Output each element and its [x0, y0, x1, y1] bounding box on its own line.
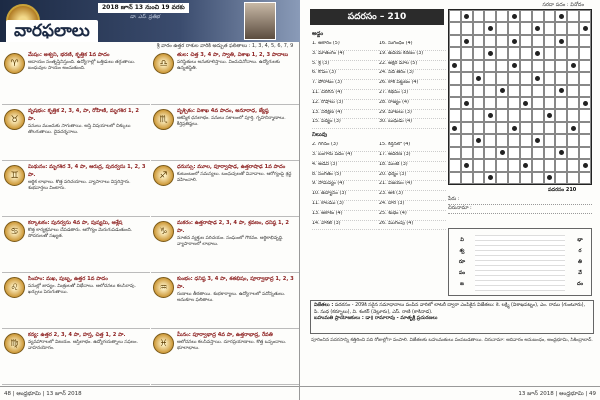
grid-cell	[473, 72, 485, 84]
grid-cell[interactable]	[484, 134, 496, 146]
grid-cell[interactable]	[544, 147, 556, 159]
gemini-icon: ♊	[4, 165, 25, 186]
entry-form	[448, 196, 592, 214]
grid-cell[interactable]	[473, 109, 485, 121]
grid-cell[interactable]	[544, 85, 556, 97]
grid-cell[interactable]	[567, 109, 579, 121]
grid-cell[interactable]	[520, 147, 532, 159]
sign-name: సింహం: మఖ, పుబ్బ, ఉత్తర 1వ పాదం	[28, 276, 108, 282]
grid-cell[interactable]	[496, 47, 508, 59]
virgo-icon: ♍	[4, 333, 25, 354]
clue: 22. అక్షర మాల (5)	[379, 61, 446, 71]
sign-text: పనులు ముందుకు సాగుతాయి. ఆస్తి విషయాలలో చిక్కులు తొలగుతాయి. దైవదర్శనాలు.	[28, 124, 131, 136]
grid-cell[interactable]	[555, 60, 567, 72]
sign-text: ఆకస్మిక ధనలాభం. పనులు సకాలంలో పూర్తి. గృహనిర్మాణాలు. కీర్తిప్రతిష్ఠలు.	[177, 116, 286, 128]
right-page-footer: 13 జూన్ 2018 | ఆంధ్రభూమి | 49	[300, 386, 600, 400]
grid-cell	[496, 85, 508, 97]
grid-cell[interactable]	[473, 85, 485, 97]
solution-right-letters	[571, 235, 589, 290]
scorpio-icon: ♏	[153, 109, 174, 130]
grid-cell[interactable]	[555, 22, 567, 34]
sign-block	[2, 105, 150, 161]
clue: 15. కీర్తనలో (4)	[379, 142, 446, 152]
signs-column-2	[151, 49, 299, 385]
grid-cell	[461, 10, 473, 22]
clue: 13. ఆకాశం (4)	[312, 211, 379, 221]
grid-cell[interactable]	[508, 172, 520, 184]
grid-cell	[496, 147, 508, 159]
down-col-2	[379, 142, 446, 230]
grid-cell[interactable]	[567, 134, 579, 146]
grid-cell[interactable]	[532, 10, 544, 22]
grid-cell[interactable]	[544, 60, 556, 72]
grid-cell[interactable]	[532, 109, 544, 121]
clue: 25. శుభం (4)	[379, 211, 446, 221]
grid-cell	[555, 85, 567, 97]
grid-cell[interactable]	[508, 22, 520, 34]
clue: 29. మాటలు (3)	[379, 110, 446, 120]
grid-cell[interactable]	[508, 72, 520, 84]
sign-block	[2, 273, 150, 329]
grid-cell[interactable]	[579, 10, 591, 22]
grid-cell[interactable]	[567, 47, 579, 59]
grid-cell[interactable]	[579, 147, 591, 159]
grid-cell	[579, 22, 591, 34]
grid-cell[interactable]	[461, 172, 473, 184]
grid-cell	[484, 109, 496, 121]
grid-cell[interactable]	[473, 47, 485, 59]
sign-text: కొత్త కార్యక్రమాలు చేపడతారు. ఆరోగ్యం మెరుగుపడుతుంది. సోదరులతో సఖ్యత.	[28, 228, 133, 240]
grid-cell[interactable]	[461, 134, 473, 146]
letter: పం	[458, 270, 466, 276]
grid-cell	[544, 172, 556, 184]
grid-cell[interactable]	[449, 172, 461, 184]
sign-text: కుటుంబంలో సమస్యలు. బంధువులతో వివాదాలు. ఆరోగ్యంపై శ్రద్ధ వహించాలి.	[177, 172, 292, 184]
grid-cell[interactable]	[449, 22, 461, 34]
grid-cell[interactable]	[555, 109, 567, 121]
sign-name: మేషం: అశ్వని, భరణి, కృత్తిక 1వ పాదం	[28, 52, 110, 58]
grid-cell[interactable]	[484, 60, 496, 72]
across-col-2	[379, 41, 446, 129]
clue: 30. బుధుడు (4)	[379, 119, 446, 129]
grid-cell[interactable]	[544, 159, 556, 171]
clue: 8. సంగీతం (5)	[312, 172, 379, 182]
grid-cell[interactable]	[461, 72, 473, 84]
crossword-grid[interactable]	[448, 9, 592, 185]
letter: జ	[460, 281, 464, 287]
grid-cell[interactable]	[508, 47, 520, 59]
date-range: 2018 జూన్ 13 నుంచి 19 వరకు	[98, 3, 189, 13]
grid-cell[interactable]	[579, 109, 591, 121]
grid-cell[interactable]	[473, 10, 485, 22]
grid-cell[interactable]	[520, 85, 532, 97]
clue: 12. రోషాలు (3)	[312, 100, 379, 110]
letter: రూ	[458, 259, 466, 265]
grid-cell[interactable]	[496, 72, 508, 84]
grid-cell[interactable]	[496, 159, 508, 171]
author-photo	[244, 2, 276, 40]
grid-cell[interactable]	[508, 134, 520, 146]
down-col-1	[312, 142, 379, 230]
grid-cell[interactable]	[496, 22, 508, 34]
clue: 23. ఆశ (3)	[379, 191, 446, 201]
grid-cell	[484, 22, 496, 34]
clue: 10. ఉద్యానం (3)	[312, 191, 379, 201]
grid-cell[interactable]	[449, 147, 461, 159]
sign-name: వృషభం: కృత్తిక 2, 3, 4, పా, రోహిణి, మృగశిర 1, 2 పా.	[28, 108, 139, 122]
clue: 17. ఆదరణ (3)	[379, 152, 446, 162]
clue: 26. ముగింపు (4)	[379, 221, 446, 231]
grid-cell[interactable]	[532, 172, 544, 184]
letter: దం	[576, 281, 584, 287]
grid-cell[interactable]	[508, 109, 520, 121]
grid-cell[interactable]	[579, 172, 591, 184]
grid-cell[interactable]	[484, 122, 496, 134]
clue: 19. ఉదయ కిరణం (3)	[379, 51, 446, 61]
grid-cell[interactable]	[449, 10, 461, 22]
letter: శ్వ	[459, 248, 465, 254]
grid-cell[interactable]	[473, 147, 485, 159]
grid-cell	[461, 35, 473, 47]
crossword-clues	[312, 28, 446, 230]
grid-cell[interactable]	[567, 22, 579, 34]
sign-text: ఆర్థిక లాభాలు. కొత్త పరిచయాలు. వ్యాపారాలు విస్తరిస్తారు. శుభవార్తలు వింటారు.	[28, 180, 131, 192]
grid-cell[interactable]	[544, 10, 556, 22]
grid-cell[interactable]	[544, 72, 556, 84]
grid-cell[interactable]	[461, 147, 473, 159]
sign-block	[151, 329, 299, 385]
sign-block	[151, 217, 299, 273]
clue: 3. మాతంగం (4)	[312, 51, 379, 61]
grid-cell[interactable]	[520, 60, 532, 72]
clue: 24. నదీ తీరం (3)	[379, 70, 446, 80]
clue: 21. విజయం (4)	[379, 181, 446, 191]
grid-cell[interactable]	[532, 97, 544, 109]
grid-cell[interactable]	[520, 109, 532, 121]
winners-text: పదరసం - 209కి సరైన సమాధానాలు పంపిన వారిలో లాటరీ ద్వారా ఎంపికైన విజేతలు: కె. లక్ష్మి (విశాఖపట్నం), ఎం. రాము (గుంటూరు), పి. సుధ (కర్నూలు), వి. శంకర్ (నెల్లూరు), ఎస్. రాణి (కాకినాడ).	[314, 303, 586, 315]
grid-cell[interactable]	[449, 109, 461, 121]
grid-cell[interactable]	[484, 147, 496, 159]
grid-cell	[484, 172, 496, 184]
pisces-icon: ♓	[153, 333, 174, 354]
grid-cell[interactable]	[579, 122, 591, 134]
grid-cell[interactable]	[567, 10, 579, 22]
grid-cell[interactable]	[544, 35, 556, 47]
grid-cell[interactable]	[555, 159, 567, 171]
grid-cell[interactable]	[579, 60, 591, 72]
clue: 2. గగనం (3)	[312, 142, 379, 152]
grid-cell	[555, 35, 567, 47]
grid-cell[interactable]	[473, 60, 485, 72]
grid-cell[interactable]	[567, 85, 579, 97]
clue: 9. సామీప్యం (4)	[312, 181, 379, 191]
sign-block	[2, 329, 150, 385]
winners-label: విజేతలు :	[314, 303, 334, 308]
capricorn-icon: ♑	[153, 221, 174, 242]
grid-cell[interactable]	[544, 97, 556, 109]
grid-cell[interactable]	[555, 47, 567, 59]
grid-cell	[532, 72, 544, 84]
grid-cell[interactable]	[484, 97, 496, 109]
grid-cell[interactable]	[449, 47, 461, 59]
sign-name: వృశ్చికం: విశాఖ 4వ పాదం, అనూరాధ, జ్యేష్ఠ	[177, 108, 269, 114]
sign-text: నూతన వ్యక్తుల పరిచయం. సంఘంలో గౌరవం. ఆర్థికాభివృద్ధి. వ్యాపారాలలో లాభాలు.	[177, 236, 284, 248]
sign-text: ఆలోచనలు కలసివస్తాయి. దూరప్రయాణాలు. కొత్త ఒప్పందాలు. భూలాభాలు.	[177, 340, 287, 352]
sign-text: వ్యవహారాలలో విజయం. ఆస్తిలాభం. ఉద్యోగయత్నాలు సఫలం. వాహనయోగం.	[28, 340, 138, 352]
lucky-numbers-note: శ్రీ వారం ఉత్తర రాశుల వారికి అద్భుత ఫలితాలు : 1, 3, 4, 5, 6, 7, 9	[156, 43, 294, 49]
grid-cell[interactable]	[544, 122, 556, 134]
grid-cell	[544, 109, 556, 121]
grid-cell[interactable]	[461, 109, 473, 121]
form-name-line[interactable]: పేరు :	[448, 196, 592, 205]
clue: 13. నిరీక్షణ (4)	[312, 110, 379, 120]
clue: 7. పోరాటం (3)	[312, 80, 379, 90]
crossword-title: పదరసం – 210	[310, 9, 444, 25]
clue: 16. సుగంధం (4)	[379, 41, 446, 51]
grid-cell[interactable]	[544, 134, 556, 146]
grid-cell[interactable]	[496, 60, 508, 72]
grid-cell[interactable]	[449, 35, 461, 47]
clue: 14. వాకిలి (3)	[312, 221, 379, 231]
sign-text: రుణాలు తీరతాయి. శుభకార్యాలు. ఉద్యోగాలలో పదోన్నతులు. అనుకూల ఫలితాలు.	[177, 292, 286, 304]
cancer-icon: ♋	[4, 221, 25, 242]
grid-cell[interactable]	[555, 97, 567, 109]
sign-text: పనుల్లో జాప్యం. మిత్రులతో విభేదాలు. ఆలోచనలు కలసిరావు. ఖర్చులు పెరుగుతాయి.	[28, 284, 136, 296]
grid-cell[interactable]	[449, 85, 461, 97]
libra-icon: ♎	[153, 53, 174, 74]
grid-cell[interactable]	[555, 72, 567, 84]
grid-cell[interactable]	[579, 72, 591, 84]
grid-cell[interactable]	[473, 122, 485, 134]
grid-cell[interactable]	[532, 159, 544, 171]
grid-cell[interactable]	[520, 72, 532, 84]
letter: ర	[578, 248, 582, 254]
grid-cell[interactable]	[496, 122, 508, 134]
sign-name: మకరం: ఉత్తరాషాఢ 2, 3, 4 పా, శ్రవణం, ధనిష్ఠ 1, 2 పా.	[177, 220, 290, 234]
grid-cell[interactable]	[532, 35, 544, 47]
grid-cell[interactable]	[473, 159, 485, 171]
grid-cell[interactable]	[496, 10, 508, 22]
page-title: వారఫలాలు	[6, 20, 98, 42]
solution-left-letters	[453, 235, 471, 290]
grid-cell[interactable]	[496, 35, 508, 47]
grid-cell[interactable]	[579, 134, 591, 146]
aries-icon: ♈	[4, 53, 25, 74]
sign-block	[151, 105, 299, 161]
signs-column-1	[2, 49, 150, 385]
grid-cell[interactable]	[496, 97, 508, 109]
grid-cell[interactable]	[520, 22, 532, 34]
author-name: డా. ఎస్. ప్రతిభ	[130, 14, 160, 20]
grid-cell	[473, 134, 485, 146]
clue: 28. రాజ్యం (4)	[379, 100, 446, 110]
grid-cell	[508, 35, 520, 47]
grid-cell[interactable]	[532, 85, 544, 97]
sign-name: కన్య: ఉత్తర 2, 3, 4 పా, హస్త, చిత్త 1, 2 పా.	[28, 332, 126, 338]
grid-cell[interactable]	[579, 47, 591, 59]
grid-cell[interactable]	[567, 35, 579, 47]
grid-cell[interactable]	[532, 60, 544, 72]
grid-cell[interactable]	[555, 134, 567, 146]
grid-cell[interactable]	[579, 85, 591, 97]
across-heading: అడ్డం	[312, 31, 324, 37]
grid-cell	[532, 22, 544, 34]
grid-cell[interactable]	[567, 159, 579, 171]
grid-cell	[579, 159, 591, 171]
grid-cell[interactable]	[461, 122, 473, 134]
grid-cell[interactable]	[484, 159, 496, 171]
grid-cell[interactable]	[461, 47, 473, 59]
clue: 15. పద్యం (3)	[312, 119, 379, 129]
sign-name: తుల: చిత్త 3, 4 పా, స్వాతి, విశాఖ 1, 2, 3 పాదాలు	[177, 52, 289, 58]
clue: 5. శ్రీ (3)	[312, 61, 379, 71]
grid-cell[interactable]	[520, 122, 532, 134]
sagittarius-icon: ♐	[153, 165, 174, 186]
grid-cell[interactable]	[484, 10, 496, 22]
sign-block	[2, 217, 150, 273]
grid-cell[interactable]	[449, 72, 461, 84]
aquarius-icon: ♒	[153, 277, 174, 298]
sign-block	[2, 49, 150, 105]
clue: 27. కథనం (3)	[379, 90, 446, 100]
grid-cell[interactable]	[484, 35, 496, 47]
sign-name: కర్కాటకం: పునర్వసు 4వ పా, పుష్యమి, ఆశ్లేష	[28, 220, 123, 226]
letter: భా	[577, 237, 583, 243]
grid-cell[interactable]	[508, 147, 520, 159]
grid-cell	[579, 97, 591, 109]
grid-cell	[508, 10, 520, 22]
clue: 1. అకారం (5)	[312, 41, 379, 51]
clue: 6. కోపం (3)	[312, 70, 379, 80]
grid-cell	[508, 122, 520, 134]
sign-name: మీనం: పూర్వాభాద్ర 4వ పా, ఉత్తరాభాద్ర, రేవతి	[177, 332, 273, 338]
grid-cell[interactable]	[567, 172, 579, 184]
section-label: సరదా పదం : వినోదం	[542, 2, 584, 8]
grid-cell[interactable]	[532, 122, 544, 134]
grid-cell	[567, 122, 579, 134]
grid-cell[interactable]	[520, 10, 532, 22]
grid-cell	[508, 60, 520, 72]
down-heading: నిలువు	[312, 132, 328, 139]
clue: 11. కాలము (3)	[312, 201, 379, 211]
grid-cell	[520, 97, 532, 109]
clue: 3. బంగారు పదం (4)	[312, 152, 379, 162]
grid-cell[interactable]	[508, 97, 520, 109]
left-page-footer: 48 | ఆంధ్రభూమి | 13 జూన్ 2018	[0, 386, 300, 400]
clue: 18. మంటి (3)	[379, 162, 446, 172]
grid-cell	[449, 60, 461, 72]
form-address-line[interactable]: చిరునామా :	[448, 205, 592, 214]
grid-cell[interactable]	[461, 22, 473, 34]
grid-cell	[461, 159, 473, 171]
grid-cell[interactable]	[520, 134, 532, 146]
grid-cell[interactable]	[473, 172, 485, 184]
grid-cell[interactable]	[484, 72, 496, 84]
grid-cell[interactable]	[461, 85, 473, 97]
grid-cell[interactable]	[449, 159, 461, 171]
letter: వి	[460, 237, 464, 243]
grid-cell[interactable]	[555, 172, 567, 184]
letter: తి	[578, 259, 582, 265]
grid-cell[interactable]	[508, 159, 520, 171]
grid-number: పదరసం 210	[548, 187, 577, 193]
sign-name: ధనుస్సు: మూల, పూర్వాషాఢ, ఉత్తరాషాఢ 1వ పాదం	[177, 164, 286, 170]
prize-sponsor: బహుమతి ప్రాయోజకులు : డా॥ రామారావు - మాతృశ్రీ ప్రచురణలు	[314, 316, 438, 321]
grid-cell	[449, 122, 461, 134]
winners-box	[310, 300, 594, 334]
taurus-icon: ♉	[4, 109, 25, 130]
grid-cell[interactable]	[496, 172, 508, 184]
grid-cell	[520, 159, 532, 171]
grid-cell[interactable]	[567, 72, 579, 84]
across-col-1	[312, 41, 379, 129]
grid-cell[interactable]	[496, 109, 508, 121]
grid-cell[interactable]	[555, 122, 567, 134]
solution-grid	[475, 235, 565, 291]
clue: 11. చిరిగిన (4)	[312, 90, 379, 100]
grid-cell[interactable]	[544, 22, 556, 34]
grid-cell[interactable]	[473, 35, 485, 47]
grid-cell[interactable]	[532, 147, 544, 159]
grid-cell[interactable]	[520, 47, 532, 59]
clue: 4. అడవి (3)	[312, 162, 379, 172]
submission-note: పూరించిన పదరసాన్ని కత్తిరించి పది రోజుల్లోగా పంపాలి. విజేతలకు బహుమతులు పంపబడతాయి. చిరునామా: ఆదివారం అనుబంధం, ఆంధ్రభూమి, సికింద్రాబాద్.	[311, 338, 593, 343]
grid-cell[interactable]	[473, 97, 485, 109]
grid-cell[interactable]	[449, 97, 461, 109]
right-page	[300, 0, 600, 400]
sign-block	[151, 161, 299, 217]
grid-cell	[484, 47, 496, 59]
horoscope-header	[0, 0, 300, 42]
leo-icon: ♌	[4, 277, 25, 298]
previous-solution	[448, 228, 592, 296]
clue: 26. కాశీ పట్టణం (4)	[379, 80, 446, 90]
grid-cell[interactable]	[473, 22, 485, 34]
sign-name: మిథునం: మృగశిర 3, 4 పా, ఆరుద్ర, పునర్వసు 1, 2, 3 పా.	[28, 164, 146, 178]
sign-name: కుంభం: ధనిష్ఠ 3, 4 పా, శతభిషం, పూర్వాభాద్ర 1, 2, 3 పా.	[177, 276, 294, 290]
grid-cell[interactable]	[496, 134, 508, 146]
grid-cell	[461, 97, 473, 109]
clue: 24. దారి (3)	[379, 201, 446, 211]
grid-cell	[555, 147, 567, 159]
letter: వే	[578, 270, 582, 276]
grid-cell[interactable]	[567, 147, 579, 159]
grid-cell[interactable]	[461, 60, 473, 72]
sign-block	[151, 273, 299, 329]
sign-block	[2, 161, 150, 217]
clue: 20. ధర్మం (3)	[379, 172, 446, 182]
grid-cell[interactable]	[579, 35, 591, 47]
grid-cell[interactable]	[520, 35, 532, 47]
grid-cell	[532, 134, 544, 146]
sign-block	[151, 49, 299, 105]
grid-cell[interactable]	[484, 85, 496, 97]
sign-text: పరిస్థితులు అనుకూలిస్తాయి. విందువినోదాలు. ఉద్యోగులకు ఉన్నతస్థితి.	[177, 60, 281, 72]
grid-cell[interactable]	[449, 134, 461, 146]
grid-cell[interactable]	[567, 97, 579, 109]
grid-cell[interactable]	[508, 85, 520, 97]
grid-cell[interactable]	[544, 47, 556, 59]
sign-text: ఆదాయం సంతృప్తినిస్తుంది. ఉద్యోగాల్లో ఒత్తిడులు తగ్గుతాయి. బంధువుల సాయం అందుతుంది.	[28, 60, 136, 72]
grid-cell	[532, 47, 544, 59]
grid-cell[interactable]	[520, 172, 532, 184]
grid-cell	[567, 60, 579, 72]
grid-cell	[555, 10, 567, 22]
